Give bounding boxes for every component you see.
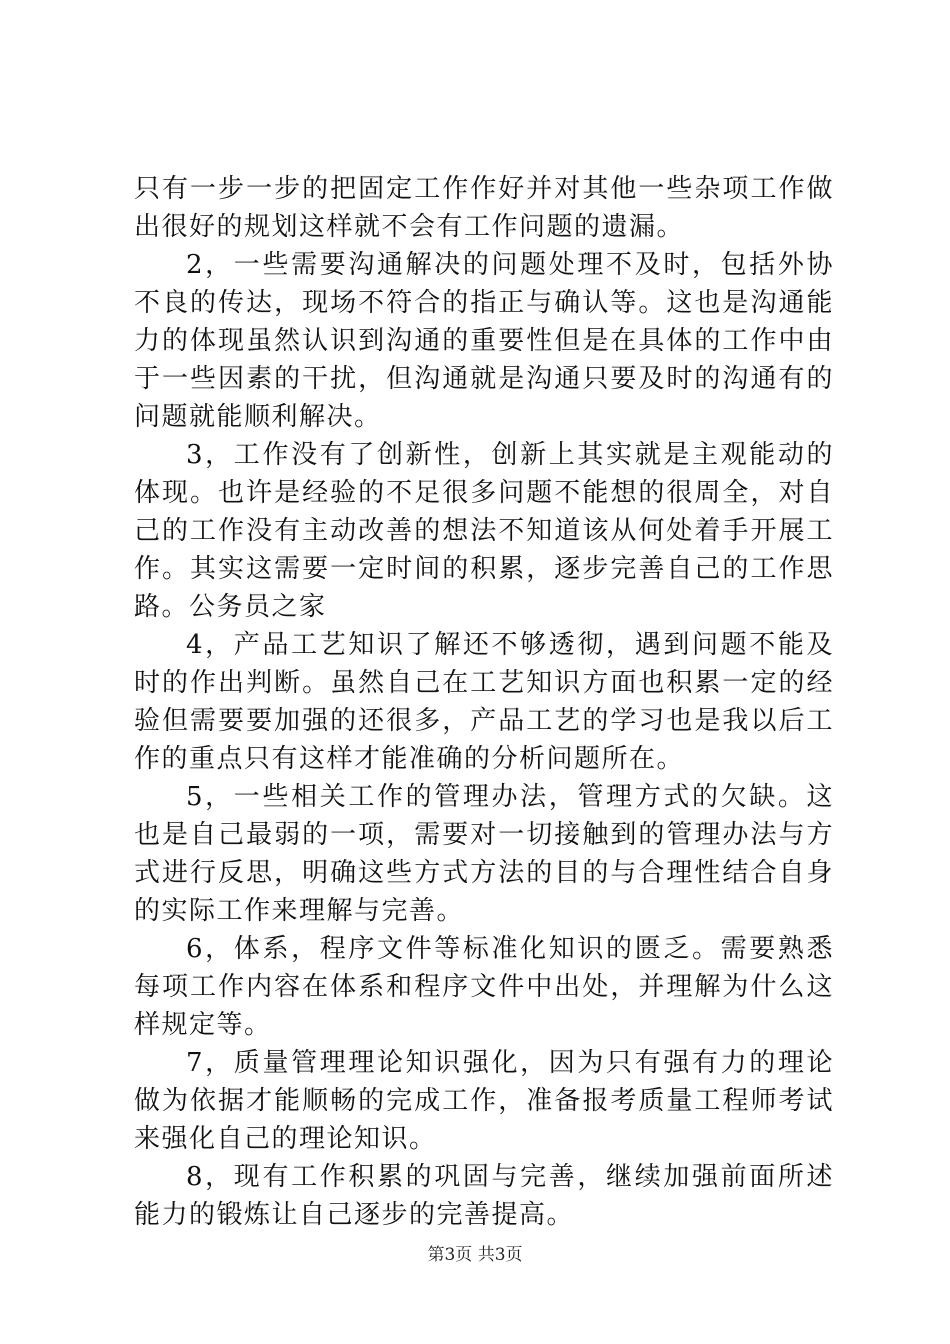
page-footer: 第3页 共3页 — [427, 1245, 523, 1265]
paragraph-item-2: 2，一些需要沟通解决的问题处理不及时，包括外协不良的传达，现场不符合的指正与确认等。这也是沟通能力的体现虽然认识到沟通的重要性但是在具体的工作中由于一些因素的干扰，但沟通就是沟通只要及时的沟通有的问题就能顺利解决。 — [134, 250, 834, 432]
paragraph-item-8: 8，现有工作积累的巩固与完善，继续加强前面所述能力的锻炼让自己逐步的完善提高。 — [134, 1162, 834, 1230]
paragraph-continuation: 只有一步一步的把固定工作作好并对其他一些杂项工作做出很好的规划这样就不会有工作问题的遗漏。 — [134, 174, 834, 242]
paragraph-item-3: 3，工作没有了创新性，创新上其实就是主观能动的体现。也许是经验的不足很多问题不能想的很周全，对自己的工作没有主动改善的想法不知道该从何处着手开展工作。其实这需要一定时间的积累，逐步完善自己的工作思路。公务员之家 — [134, 440, 834, 622]
paragraph-item-5: 5，一些相关工作的管理办法，管理方式的欠缺。这也是自己最弱的一项，需要对一切接触到的管理办法与方式进行反思，明确这些方式方法的目的与合理性结合自身的实际工作来理解与完善。 — [134, 782, 834, 926]
paragraph-item-6: 6，体系，程序文件等标准化知识的匮乏。需要熟悉每项工作内容在体系和程序文件中出处，并理解为什么这样规定等。 — [134, 934, 834, 1040]
paragraph-item-7: 7，质量管理理论知识强化，因为只有强有力的理论做为依据才能顺畅的完成工作，准备报考质量工程师考试来强化自己的理论知识。 — [134, 1048, 834, 1154]
document-body — [134, 170, 834, 1234]
paragraph-item-4: 4，产品工艺知识了解还不够透彻，遇到问题不能及时的作出判断。虽然自己在工艺知识方面也积累一定的经验但需要要加强的还很多，产品工艺的学习也是我以后工作的重点只有这样才能准确的分析问题所在。 — [134, 630, 834, 774]
